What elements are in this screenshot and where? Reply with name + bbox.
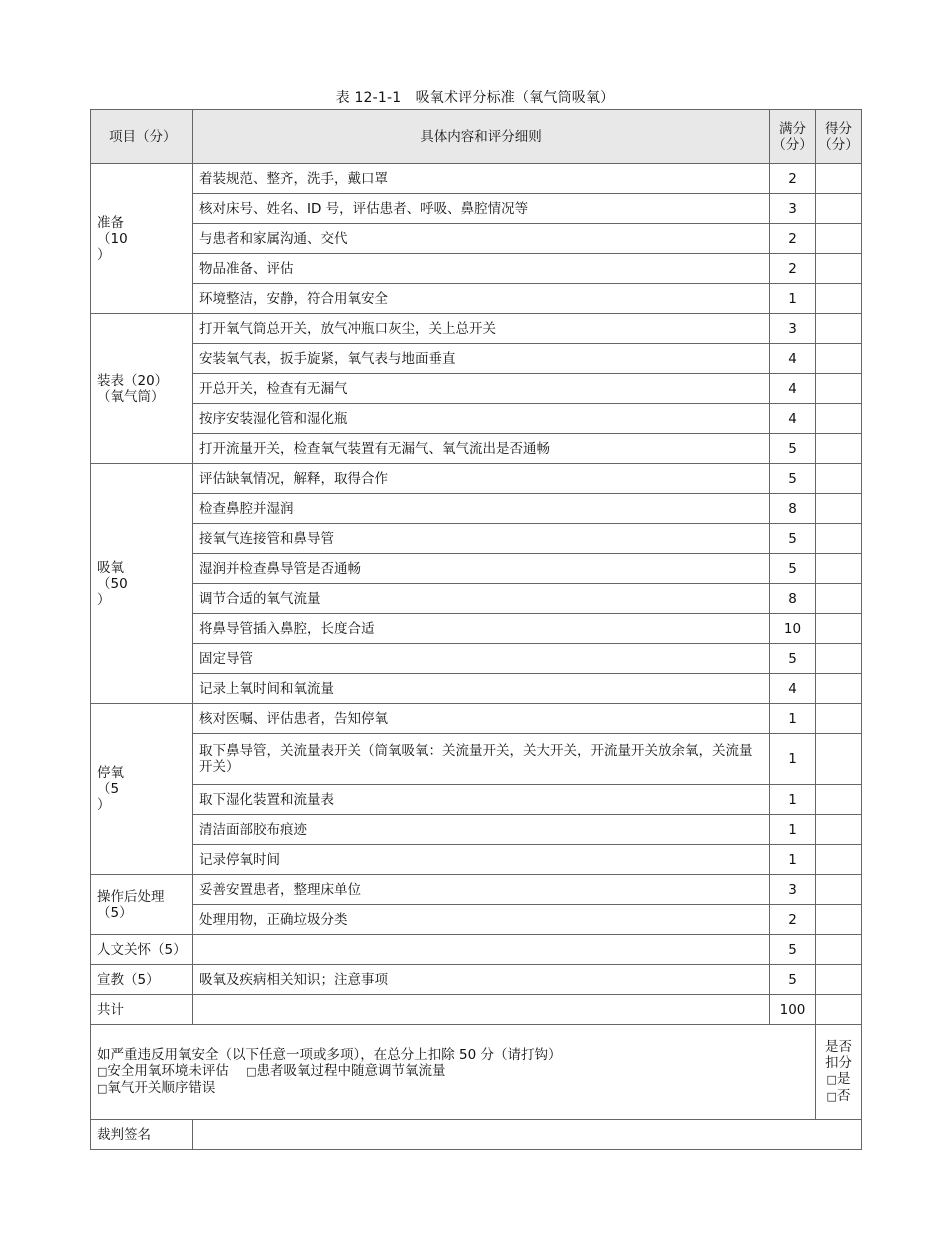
row-text: 处理用物，正确垃圾分类: [193, 905, 770, 935]
score-input-cell[interactable]: [816, 164, 862, 194]
penalty-q-l1: 是否: [825, 1039, 852, 1055]
score-input-cell[interactable]: [816, 905, 862, 935]
row-full-score: 5: [770, 644, 816, 674]
row-full-score: 5: [770, 965, 816, 995]
row-full-score: 1: [770, 815, 816, 845]
row-full-score: 4: [770, 404, 816, 434]
penalty-description: [91, 1025, 816, 1120]
row-text: 环境整洁，安静，符合用氧安全: [193, 284, 770, 314]
row-text: 按序安装湿化管和湿化瓶: [193, 404, 770, 434]
row-text: 打开氧气筒总开关，放气冲瓶口灰尘，关上总开关: [193, 314, 770, 344]
header-got-score-l1: 得分: [825, 120, 852, 137]
category-install: [91, 314, 193, 464]
row-full-score: 1: [770, 284, 816, 314]
table-row: [91, 674, 862, 704]
checkbox-yes[interactable]: □: [826, 1073, 837, 1086]
penalty-yes-label: 是: [836, 1071, 851, 1087]
score-input-cell[interactable]: [816, 314, 862, 344]
total-text: [193, 995, 770, 1025]
row-full-score: 4: [770, 674, 816, 704]
row-full-score: 2: [770, 224, 816, 254]
table-row: [91, 194, 862, 224]
score-input-cell[interactable]: [816, 704, 862, 734]
table-row: [91, 584, 862, 614]
category-after-l2: （5）: [97, 904, 133, 921]
row-text: 取下湿化装置和流量表: [193, 785, 770, 815]
table-row: [91, 494, 862, 524]
category-care: 人文关怀（5）: [91, 935, 193, 965]
table-caption: 表 12-1-1 吸氧术评分标准（氧气筒吸氧）: [335, 90, 615, 106]
table-header-row: [91, 110, 862, 164]
scoring-table: [90, 109, 862, 1150]
score-input-cell[interactable]: [816, 254, 862, 284]
signature-field[interactable]: [193, 1120, 862, 1150]
row-full-score: 10: [770, 614, 816, 644]
row-full-score: 1: [770, 845, 816, 875]
row-full-score: 2: [770, 254, 816, 284]
category-install-l1: 装表（20）: [97, 372, 169, 389]
category-after-l1: 操作后处理: [97, 888, 165, 905]
category-edu: 宣教（5）: [91, 965, 193, 995]
row-full-score: 4: [770, 374, 816, 404]
row-full-score: 5: [770, 464, 816, 494]
header-got-score-l2: （分）: [818, 136, 859, 153]
category-prep: [91, 164, 193, 314]
category-oxygen: [91, 464, 193, 704]
header-full-score: [770, 110, 816, 164]
score-input-cell[interactable]: [816, 785, 862, 815]
score-input-cell[interactable]: [816, 494, 862, 524]
table-row: [91, 434, 862, 464]
penalty-q-l2: 扣分: [825, 1055, 852, 1071]
category-oxygen-l3: ）: [97, 591, 111, 608]
category-prep-l2: （10: [97, 230, 128, 247]
score-input-cell[interactable]: [816, 674, 862, 704]
table-row: [91, 554, 862, 584]
row-full-score: 1: [770, 704, 816, 734]
row-full-score: 5: [770, 935, 816, 965]
score-input-cell[interactable]: [816, 404, 862, 434]
table-row: [91, 524, 862, 554]
table-row: [91, 614, 862, 644]
row-text: 吸氧及疾病相关知识；注意事项: [193, 965, 770, 995]
score-input-cell[interactable]: [816, 734, 862, 785]
penalty-no-label: 否: [836, 1088, 851, 1104]
row-full-score: 2: [770, 164, 816, 194]
penalty-row: [91, 1025, 862, 1120]
row-text: 核对床号、姓名、ID 号，评估患者、呼吸、鼻腔情况等: [193, 194, 770, 224]
row-text: 打开流量开关，检查氧气装置有无漏气、氧气流出是否通畅: [193, 434, 770, 464]
checkbox-no[interactable]: □: [826, 1090, 837, 1103]
score-input-cell[interactable]: [816, 524, 862, 554]
score-input-cell[interactable]: [816, 875, 862, 905]
row-text: 湿润并检查鼻导管是否通畅: [193, 554, 770, 584]
category-prep-l3: ）: [97, 246, 111, 263]
score-input-cell[interactable]: [816, 224, 862, 254]
score-input-cell[interactable]: [816, 434, 862, 464]
total-score-input-cell[interactable]: [816, 995, 862, 1025]
table-row: [91, 344, 862, 374]
score-input-cell[interactable]: [816, 845, 862, 875]
table-row: [91, 404, 862, 434]
table-row: [91, 224, 862, 254]
penalty-options-line1: [97, 1063, 809, 1080]
table-row: [91, 464, 862, 494]
row-full-score: 3: [770, 875, 816, 905]
row-text: 开总开关，检查有无漏气: [193, 374, 770, 404]
row-text: 着装规范、整齐，洗手，戴口罩: [193, 164, 770, 194]
score-input-cell[interactable]: [816, 965, 862, 995]
row-full-score: 5: [770, 554, 816, 584]
row-text: 调节合适的氧气流量: [193, 584, 770, 614]
header-detail: 具体内容和评分细则: [193, 110, 770, 164]
row-text: [193, 935, 770, 965]
row-text: 安装氧气表，扳手旋紧，氧气表与地面垂直: [193, 344, 770, 374]
category-stop: [91, 704, 193, 875]
category-prep-l1: 准备: [97, 214, 124, 231]
table-row: [91, 905, 862, 935]
score-input-cell[interactable]: [816, 815, 862, 845]
row-text: 评估缺氧情况，解释，取得合作: [193, 464, 770, 494]
row-text: 记录停氧时间: [193, 845, 770, 875]
score-input-cell[interactable]: [816, 554, 862, 584]
penalty-opt2: 患者吸氧过程中随意调节氧流量: [256, 1063, 446, 1079]
row-text: 物品准备、评估: [193, 254, 770, 284]
penalty-options-line2: [97, 1080, 809, 1097]
category-stop-l1: 停氧: [97, 765, 124, 781]
score-input-cell[interactable]: [816, 935, 862, 965]
table-row: [91, 734, 862, 785]
score-input-cell[interactable]: [816, 374, 862, 404]
table-row: [91, 785, 862, 815]
table-row: [91, 935, 862, 965]
score-input-cell[interactable]: [816, 344, 862, 374]
table-row: [91, 164, 862, 194]
row-text: 核对医嘱、评估患者，告知停氧: [193, 704, 770, 734]
penalty-deduct-question: [816, 1025, 862, 1120]
row-text: 清洁面部胶布痕迹: [193, 815, 770, 845]
penalty-opt1: 安全用氧环境未评估: [107, 1063, 229, 1079]
row-full-score: 1: [770, 785, 816, 815]
row-text: 接氧气连接管和鼻导管: [193, 524, 770, 554]
total-label: 共计: [91, 995, 193, 1025]
checkbox-env[interactable]: □: [97, 1065, 108, 1078]
row-text: 固定导管: [193, 644, 770, 674]
category-stop-l2: （5: [97, 781, 120, 797]
row-full-score: 2: [770, 905, 816, 935]
row-full-score: 4: [770, 344, 816, 374]
category-oxygen-l1: 吸氧: [97, 559, 124, 576]
checkbox-switch[interactable]: □: [97, 1082, 108, 1095]
row-full-score: 8: [770, 494, 816, 524]
header-full-score-l2: （分）: [772, 136, 813, 153]
table-row: [91, 314, 862, 344]
category-after: [91, 875, 193, 935]
row-full-score: 3: [770, 194, 816, 224]
score-input-cell[interactable]: [816, 584, 862, 614]
table-row: [91, 875, 862, 905]
score-input-cell[interactable]: [816, 644, 862, 674]
row-text: 与患者和家属沟通、交代: [193, 224, 770, 254]
table-row: [91, 965, 862, 995]
row-text: 取下鼻导管，关流量表开关（筒氧吸氧：关流量开关，关大开关，开流量开关放余氧，关流量开关）: [193, 734, 770, 785]
header-got-score: [816, 110, 862, 164]
total-full-score: 100: [770, 995, 816, 1025]
table-row: [91, 374, 862, 404]
category-install-l2: （氧气筒）: [97, 388, 165, 405]
score-input-cell[interactable]: [816, 464, 862, 494]
penalty-opt3: 氧气开关顺序错误: [107, 1080, 216, 1096]
header-full-score-l1: 满分: [779, 120, 806, 137]
total-row: [91, 995, 862, 1025]
score-input-cell[interactable]: [816, 194, 862, 224]
category-stop-l3: ）: [97, 797, 111, 813]
category-oxygen-l2: （50: [97, 575, 128, 592]
row-full-score: 8: [770, 584, 816, 614]
row-text: 记录上氧时间和氧流量: [193, 674, 770, 704]
checkbox-flow[interactable]: □: [246, 1065, 257, 1078]
penalty-main-text: 如严重违反用氧安全（以下任意一项或多项），在总分上扣除 50 分（请打钩）: [97, 1047, 562, 1063]
row-text: 妥善安置患者，整理床单位: [193, 875, 770, 905]
score-input-cell[interactable]: [816, 614, 862, 644]
table-row: [91, 845, 862, 875]
row-full-score: 3: [770, 314, 816, 344]
table-row: [91, 284, 862, 314]
score-input-cell[interactable]: [816, 284, 862, 314]
row-text: 检查鼻腔并湿润: [193, 494, 770, 524]
table-row: [91, 644, 862, 674]
table-row: [91, 815, 862, 845]
table-row: [91, 704, 862, 734]
row-full-score: 1: [770, 734, 816, 785]
table-row: [91, 254, 862, 284]
row-full-score: 5: [770, 434, 816, 464]
row-full-score: 5: [770, 524, 816, 554]
header-item: 项目（分）: [91, 110, 193, 164]
signature-row: [91, 1120, 862, 1150]
row-text: 将鼻导管插入鼻腔，长度合适: [193, 614, 770, 644]
signature-label: 裁判签名: [91, 1120, 193, 1150]
